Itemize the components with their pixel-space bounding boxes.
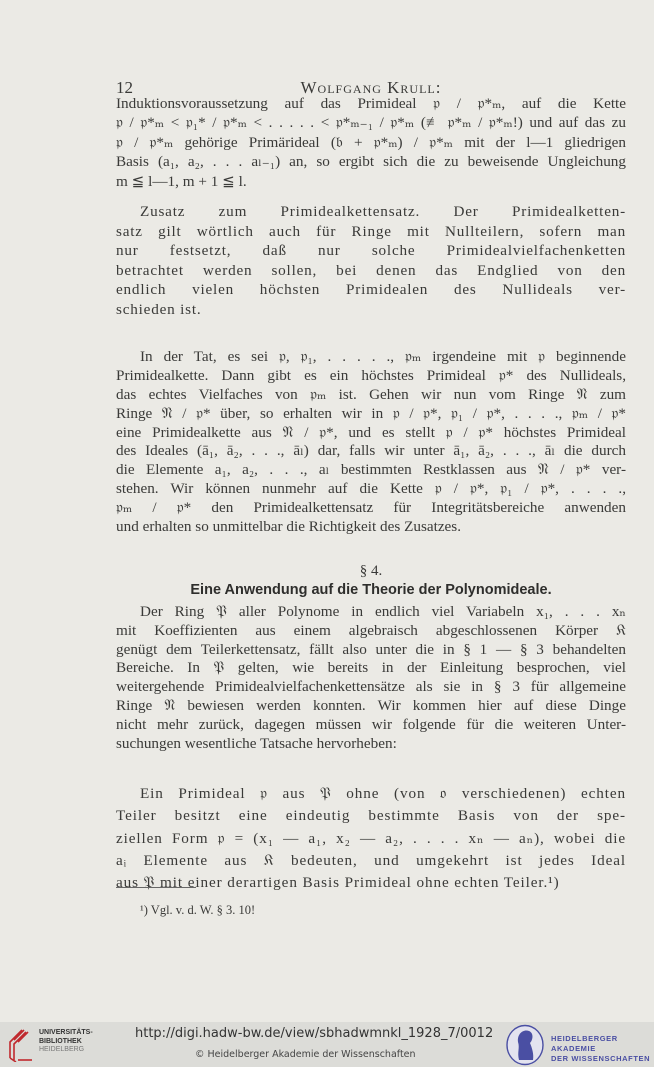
text-line: Induktionsvoraussetzung auf das Primideal 𝔭 / 𝔭*ₘ, auf die Kette [116,95,626,112]
text-line: Primidealkette. Dann gibt es ein höchstes Primideal 𝔭* des Nullideals, [116,366,626,384]
text-line: aus 𝔓 mit einer derartigen Basis Primideal ohne echten Teiler.¹) [116,874,560,892]
library-line: HEIDELBERG [39,1046,85,1053]
text-line: ziellen Form 𝔭 = (x₁ — a₁, x₂ — a₂, . . . . xₙ — aₙ), wobei die [116,829,626,847]
text-line: m ≦ l—1, m + 1 ≦ l. [116,172,247,190]
text-line: 𝔭 / 𝔭*ₘ < 𝔭₁* / 𝔭*ₘ < . . . . . < 𝔭*ₘ₋₁ / 𝔭*ₘ (≢ 𝔭*ₘ / 𝔭*ₘ!) und auf das zu [116,114,626,132]
text-line: Ringe 𝔑 bewiesen werden konnten. Wir kommen hier auf diese Dinge [116,696,626,714]
text-line: aᵢ Elemente aus 𝔎 bedeuten, und umgekehrt ist jedes Ideal [116,851,626,869]
text-line: 𝔭ₘ / 𝔭* den Primidealkettensatz für Integritätsbereiche anwenden [116,499,626,517]
university-library-logo-icon [6,1028,40,1062]
text-line: Ringe 𝔑 / 𝔭* über, so erhalten wir in 𝔭 / 𝔭*, 𝔭₁ / 𝔭*, . . . ., 𝔭ₘ / 𝔭* [116,404,626,422]
academy-name [551,1034,654,1064]
section-number: § 4. [359,563,383,579]
text-line: weitergehende Primidealvielfachenkettensätze als sie in § 3 für allgemeine [116,678,626,696]
text-line: nicht mehr zurück, dagegen müssen wir folgende für die weiteren Unter- [116,715,626,733]
text-line: schieden ist. [116,300,202,318]
text-line: und erhalten so unmittelbar die Richtigkeit des Zusatzes. [116,518,462,536]
academy-seal-logo-icon [505,1024,545,1066]
section-title: Eine Anwendung auf die Theorie der Polynomideale. [190,582,552,598]
paragraph-4 [116,603,626,753]
text-line: Bereiche. In 𝔓 gelten, wie bereits in der Einleitung besprochen, viel [116,659,626,677]
text-line: Zusatz zum Primidealkettensatz. Der Primidealketten- [140,203,626,220]
text-line: eine Primidealkette aus 𝔑 / 𝔭*, und es stellt 𝔭 / 𝔭* höchstes Primideal [116,423,626,441]
text-line: Ein Primideal 𝔭 aus 𝔓 ohne (von 𝔬 verschiedenen) echten [140,785,626,802]
footnote-rule [116,887,196,888]
paragraph-3 [116,348,626,537]
text-line: des Ideales (ā₁, ā₂, . . ., āₗ) dar, falls wir unter ā₁, ā₂, . . ., āₗ die durch [116,442,626,460]
running-author: Wolfgang Krull: [300,78,442,97]
text-line: stehen. Wir können nunmehr auf die Kette 𝔭 / 𝔭*, 𝔭₁ / 𝔭*, . . . ., [116,480,626,498]
text-line: die Elemente a₁, a₂, . . ., aₗ bestimmten Restklassen aus 𝔑 / 𝔭* ver- [116,461,626,479]
text-line: endlich vielen höchsten Primidealen des Nullideals ver- [116,281,626,299]
paragraph-5 [116,783,626,894]
paragraph-1 [116,94,626,191]
copyright-notice: © Heidelberger Akademie der Wissenschaften [195,1049,416,1060]
text-line: Der Ring 𝔓 aller Polynome in endlich viel Variabeln x₁, . . . xₙ [140,603,626,620]
footnote: ¹) Vgl. v. d. W. § 3. 10! [140,903,256,917]
text-line: mit Koeffizienten aus einem algebraisch abgeschlossenen Körper 𝔎 [116,621,626,639]
text-line: satz gilt wörtlich auch für Ringe mit Nullteilern, sofern man [116,222,626,240]
text-line: 𝔭 / 𝔭*ₘ gehörige Primärideal (𝔟 + 𝔭*ₘ) / 𝔭*ₘ mit der l—1 gliedrigen [116,133,626,151]
page-number: 12 [116,78,133,97]
text-line: genügt dem Teilerkettensatz, fällt also unter die in § 1 — § 3 behandelten [116,640,626,658]
text-line: das echtes Vielfaches von 𝔭ₘ ist. Gehen wir nun vom Ringe 𝔑 zum [116,385,626,403]
library-line: BIBLIOTHEK [39,1037,82,1045]
text-line: Teiler besitzt eine eindeutig bestimmte Basis von der spe- [116,807,626,825]
text-line: Basis (a₁, a₂, . . . aₗ₋₁) an, so ergibt sich die zu beweisende Ungleichung [116,153,626,171]
permalink-url[interactable]: http://digi.hadw-bw.de/view/sbhadwmnkl_1928_7/0012 [135,1026,494,1041]
footer-bar [0,1022,654,1067]
academy-line: HEIDELBERGER AKADEMIE [551,1034,618,1053]
text-line: In der Tat, es sei 𝔭, 𝔭₁, . . . . ., 𝔭ₘ irgendeine mit 𝔭 beginnende [140,348,626,365]
academy-line: DER WISSENSCHAFTEN [551,1054,651,1063]
text-line: betrachtet werden sollen, bei denen das Endglied von den [116,261,626,279]
text-line: nur festsetzt, daß nur solche Primidealvielfachenketten [116,242,626,260]
paragraph-2 [116,202,626,320]
university-library-name [39,1029,93,1055]
text-line: suchungen wesentliche Tatsache hervorheben: [116,734,397,752]
library-line: UNIVERSITÄTS- [39,1029,93,1036]
